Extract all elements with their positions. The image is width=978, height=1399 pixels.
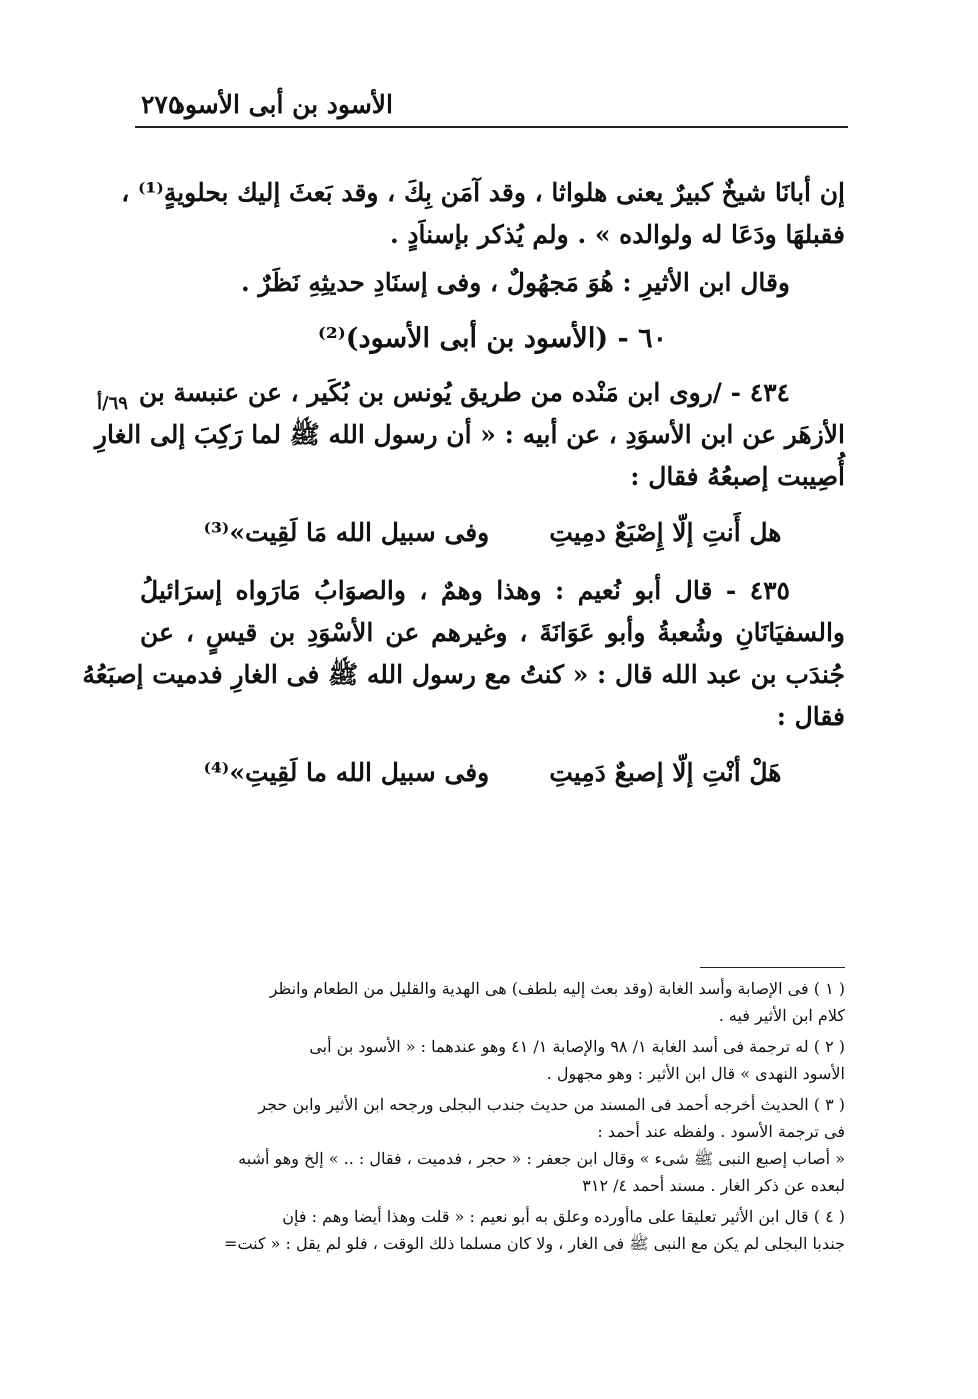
footnote-line: ( ١ ) فى الإصابة وأسد الغابة (وقد بعث إليه بلطف) هى الهدية والقليل من الطعام وانظر: [269, 979, 845, 998]
text-line: الأزهَر عن ابن الأسوَدِ ، عن أبيه : « أن رسول الله ﷺ لما رَكِبَ إلى الغارِ: [94, 420, 845, 449]
footnote-line: جندبا البجلى لم يكن مع النبى ﷺ فى الغار ، ولا كان مسلما ذلك الوقت ، فلو لم يقل : « كنت=: [224, 1234, 845, 1253]
page-number: ٢٧٥: [141, 90, 182, 119]
text-line: فقال :: [776, 702, 845, 731]
section-title: ٦٠ - (الأسود بن أبى الأسود)⁽²⁾: [317, 323, 668, 354]
running-header: [135, 86, 848, 128]
text-line: وقال ابن الأثيرِ : هُوَ مَجهُولٌ ، وفى إسنَادِ حديثِهِ نَظَرٌ .: [241, 268, 790, 297]
footnote: [140, 1033, 845, 1087]
poem-verse: [140, 512, 845, 554]
poem-verse: [140, 752, 845, 794]
footnote-line: الأسود النهدى » قال ابن الأثير : وهو مجهول .: [546, 1064, 845, 1083]
footnote-divider: [700, 967, 845, 968]
text-line: جُندَب بن عبد الله قال : « كنتُ مع رسول الله ﷺ فى الغارِ فدميت إصبَعُهُ: [82, 660, 845, 689]
text-line: إن أبانَا شيخٌ كبيرٌ يعنى هلواثا ، وقد آمَن بِكَ ، وقد بَعثَ إليك بحلويةٍ⁽¹⁾ ،: [121, 178, 845, 207]
header-title: الأسود بن أبى الأسود: [173, 90, 393, 119]
footnote-line: ( ٢ ) له ترجمة فى أسد الغابة ١/ ٩٨ والإصابة ١/ ٤١ وهو عندهما : « الأسود بن أبى: [309, 1037, 845, 1056]
footnotes: [140, 975, 845, 1261]
text-line: فقبلهَا ودَعَا له ولوالده » . ولم يُذكر بإسناَدٍ .: [390, 220, 845, 249]
text-line: ٤٣٤ - /روى ابن مَنْده من طريق يُونس بن بُكَير ، عن عنبسة بن: [138, 378, 790, 407]
verse-hemistich-right: هل أَنتِ إلّا إِصْبَعٌ دمِيتِ: [549, 518, 782, 547]
text-line: والسفيَانَانِ وشُعبةُ وأبو عَوَانَةَ ، وغيرهم عن الأسْوَدِ بن قيسٍ ، عن: [140, 618, 845, 647]
verse-hemistich-left: وفى سبيل الله ما لَقِيتِ»⁽⁴⁾: [203, 758, 490, 787]
text-line: أُصِيبت إصبعُهُ فقال :: [630, 462, 845, 491]
margin-folio-note: ٦٩/أ: [97, 393, 128, 414]
footnote: [140, 975, 845, 1029]
footnote-line: ( ٤ ) قال ابن الأثير تعليقا على ماأورده وعلق به أبو نعيم : « قلت وهذا أيضا وهم : فإن: [282, 1207, 845, 1226]
footnote: [140, 1203, 845, 1257]
verse-hemistich-left: وفى سبيل الله مَا لَقِيت»⁽³⁾: [203, 518, 490, 547]
footnote-line: فى ترجمة الأسود . ولفظه عند أحمد :: [597, 1122, 845, 1141]
footnote-line: كلام ابن الأثير فيه .: [718, 1006, 845, 1025]
footnote-line: ( ٣ ) الحديث أخرجه أحمد فى المسند من حديث جندب البجلى ورجحه ابن الأثير وابن حجر: [258, 1095, 845, 1114]
footnote: [140, 1091, 845, 1199]
text-line: ٤٣٥ - قال أبو نُعيم : وهذا وهمٌ ، والصوَابُ مَارَواه إسرَائيلُ: [140, 576, 790, 605]
footnote-line: « أصاب إصبع النبى ﷺ شىء » وقال ابن جعفر : « حجر ، فدميت ، فقال : .. » إلخ وهو أشبه: [238, 1149, 845, 1168]
verse-hemistich-right: هَلْ أنْتِ إلّا إصبعٌ دَمِيتِ: [549, 758, 782, 787]
footnote-line: لبعده عن ذكر الغار . مسند أحمد ٤/ ٣١٢: [582, 1176, 845, 1195]
